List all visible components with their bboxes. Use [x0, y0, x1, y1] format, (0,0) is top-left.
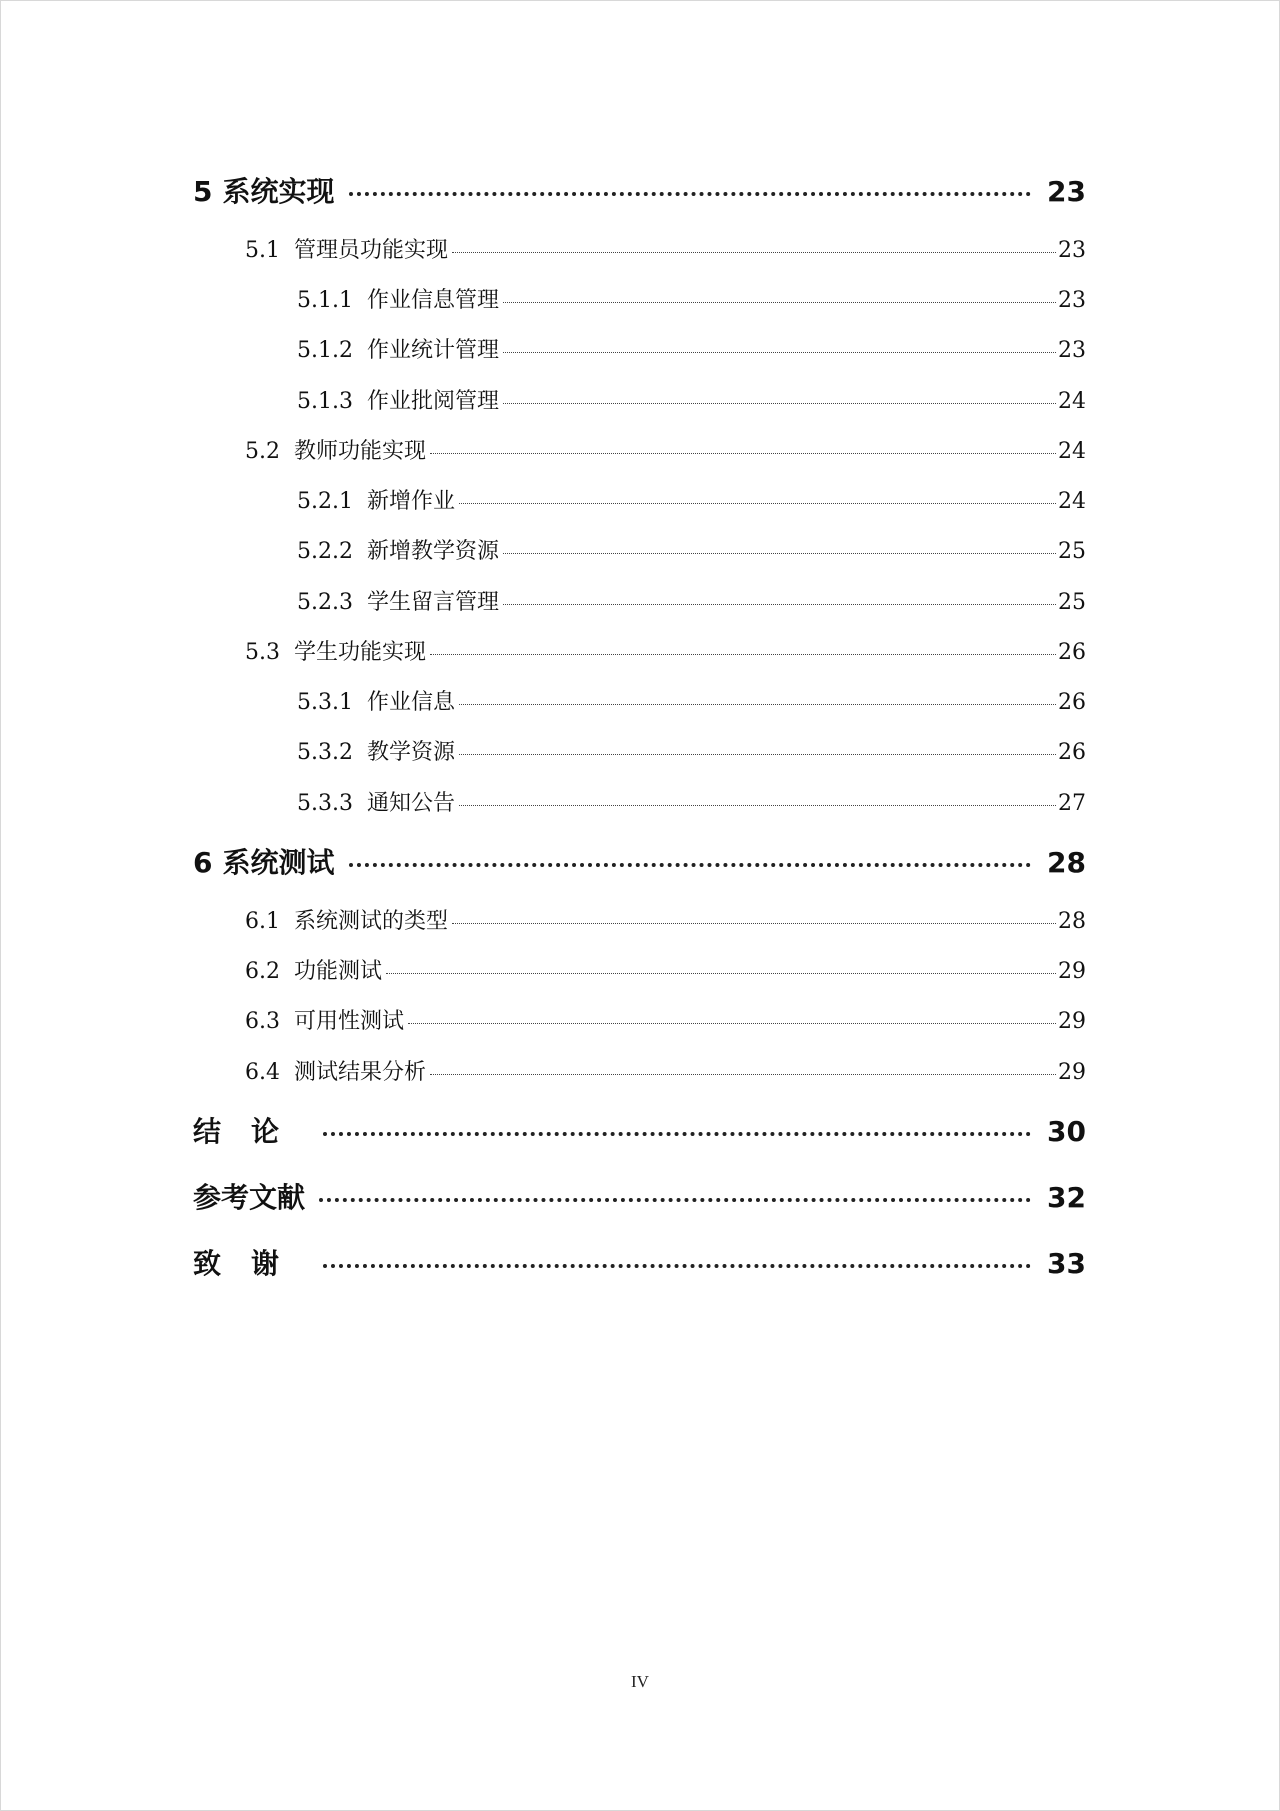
toc-title: 教学资源: [366, 740, 455, 765]
toc-number: 6.4: [245, 1060, 280, 1085]
toc-title: 致谢: [193, 1247, 310, 1280]
toc-number: 6: [193, 846, 213, 879]
dot-leader: [323, 1131, 1031, 1136]
dot-leader: [408, 1022, 1056, 1024]
dot-leader: [503, 603, 1056, 605]
dot-leader: [452, 922, 1056, 924]
page-number-footer: IV: [631, 1672, 649, 1691]
toc-page-number: 29: [1058, 1060, 1086, 1085]
dot-leader: [459, 753, 1056, 755]
toc-title: 学生功能实现: [294, 640, 427, 665]
toc-page-number: 24: [1058, 389, 1086, 414]
toc-entry-6-3[interactable]: [245, 1004, 1086, 1036]
toc-number: 5.3: [245, 640, 280, 665]
dot-leader: [503, 351, 1056, 353]
dot-leader: [430, 1073, 1056, 1075]
dot-leader: [319, 1197, 1031, 1202]
dot-leader: [430, 653, 1056, 655]
toc-title: 作业信息管理: [366, 288, 499, 313]
toc-entry-5-1[interactable]: [245, 233, 1086, 265]
toc-entry-chapter-6[interactable]: [193, 841, 1086, 881]
toc-entry-6-1[interactable]: [245, 904, 1086, 936]
toc-number: 5.3.3: [297, 791, 353, 816]
dot-leader: [430, 452, 1056, 454]
toc-number: 6.3: [245, 1009, 280, 1034]
toc-page-number: 29: [1058, 1009, 1086, 1034]
toc-page-number: 24: [1058, 439, 1086, 464]
toc-title: 可用性测试: [294, 1009, 405, 1034]
dot-leader: [459, 804, 1056, 806]
toc-page-number: 25: [1058, 539, 1086, 564]
toc-entry-5-3[interactable]: [245, 635, 1086, 667]
toc-entry-6-2[interactable]: [245, 954, 1086, 986]
toc-title: 测试结果分析: [294, 1060, 427, 1085]
toc-entry-references[interactable]: [193, 1176, 1086, 1216]
toc-title: 结论: [193, 1115, 310, 1148]
toc-number: 6.2: [245, 959, 280, 984]
toc-page-number: 24: [1058, 489, 1086, 514]
dot-leader: [452, 251, 1056, 253]
toc-title: 系统实现: [222, 175, 335, 208]
dot-leader: [349, 191, 1032, 196]
toc-page-number: 23: [1058, 288, 1086, 313]
toc-title: 作业统计管理: [366, 338, 499, 363]
toc-page-number: 30: [1047, 1115, 1086, 1148]
toc-title: 作业批阅管理: [366, 389, 499, 414]
dot-leader: [323, 1263, 1031, 1268]
dot-leader: [459, 703, 1056, 705]
toc-page-number: 26: [1058, 740, 1086, 765]
toc-title: 系统测试: [222, 846, 335, 879]
toc-entry-5-1-1[interactable]: [297, 283, 1086, 315]
toc-page-number: 33: [1047, 1247, 1086, 1280]
toc-title: 参考文献: [193, 1181, 306, 1214]
toc-number: 5.1.1: [297, 288, 353, 313]
toc-number: 5.3.2: [297, 740, 353, 765]
toc-page-number: 26: [1058, 690, 1086, 715]
toc-entry-chapter-5[interactable]: [193, 170, 1086, 210]
toc-title: 教师功能实现: [294, 439, 427, 464]
toc-page-number: 32: [1047, 1181, 1086, 1214]
toc-entry-conclusion[interactable]: [193, 1110, 1086, 1150]
toc-number: 5.1.2: [297, 338, 353, 363]
toc-title: 新增教学资源: [366, 539, 499, 564]
toc-entry-5-2[interactable]: [245, 434, 1086, 466]
toc-page-number: 23: [1058, 338, 1086, 363]
toc-entry-5-2-2[interactable]: [297, 534, 1086, 566]
toc-entry-5-1-2[interactable]: [297, 333, 1086, 365]
dot-leader: [386, 972, 1056, 974]
toc-entry-6-4[interactable]: [245, 1055, 1086, 1087]
toc-number: 5.1.3: [297, 389, 353, 414]
toc-page-number: 27: [1058, 791, 1086, 816]
toc-number: 5.2: [245, 439, 280, 464]
toc-number: 5.2.2: [297, 539, 353, 564]
toc-title: 系统测试的类型: [294, 909, 449, 934]
toc-number: 5.2.1: [297, 489, 353, 514]
toc-page-number: 25: [1058, 590, 1086, 615]
toc-page-number: 28: [1047, 846, 1086, 879]
toc-number: 5.1: [245, 238, 280, 263]
toc-entry-5-3-3[interactable]: [297, 786, 1086, 818]
toc-title: 管理员功能实现: [294, 238, 449, 263]
toc-number: 5.3.1: [297, 690, 353, 715]
dot-leader: [459, 502, 1056, 504]
toc-number: 5: [193, 175, 213, 208]
toc-title: 通知公告: [366, 791, 455, 816]
toc-entry-5-1-3[interactable]: [297, 384, 1086, 416]
toc-page-number: 29: [1058, 959, 1086, 984]
toc-title: 新增作业: [366, 489, 455, 514]
toc-title: 学生留言管理: [366, 590, 499, 615]
toc-title: 功能测试: [294, 959, 383, 984]
toc-title: 作业信息: [366, 690, 455, 715]
dot-leader: [349, 862, 1032, 867]
toc-number: 6.1: [245, 909, 280, 934]
toc-entry-acknowledgements[interactable]: [193, 1242, 1086, 1282]
dot-leader: [503, 301, 1056, 303]
toc-page-number: 26: [1058, 640, 1086, 665]
toc-page-number: 23: [1047, 175, 1086, 208]
toc-entry-5-2-3[interactable]: [297, 585, 1086, 617]
toc-page-number: 23: [1058, 238, 1086, 263]
dot-leader: [503, 402, 1056, 404]
dot-leader: [503, 552, 1056, 554]
toc-page-number: 28: [1058, 909, 1086, 934]
toc-entry-5-2-1[interactable]: [297, 484, 1086, 516]
toc-number: 5.2.3: [297, 590, 353, 615]
toc-entry-5-3-1[interactable]: [297, 685, 1086, 717]
toc-entry-5-3-2[interactable]: [297, 735, 1086, 767]
